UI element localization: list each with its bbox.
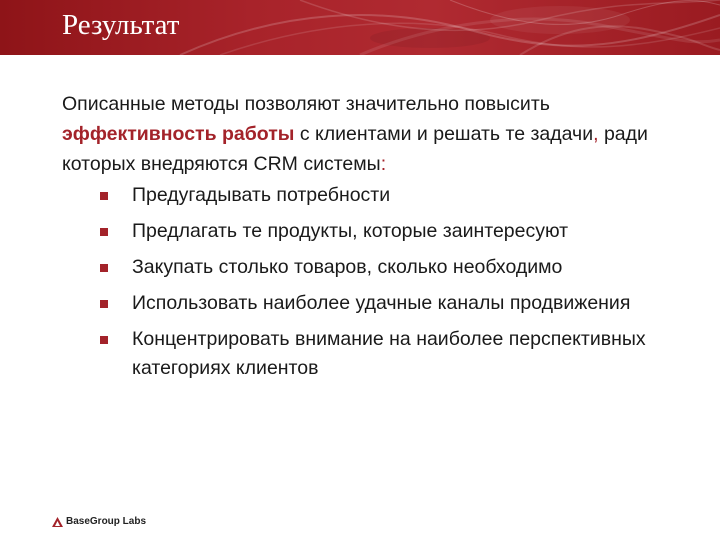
bullet-text: Закупать столько товаров, сколько необходимо [132, 256, 563, 278]
intro-colon: : [380, 153, 387, 175]
square-bullet-icon [100, 300, 108, 308]
header-banner [0, 0, 720, 55]
bullet-text: Предугадывать потребности [132, 184, 391, 206]
bullet-item [100, 289, 700, 318]
bullet-item [100, 325, 700, 383]
intro-text-part3: ради которых внедряются CRM системы [62, 123, 648, 175]
bullet-list [100, 181, 700, 390]
bullet-text: Концентрировать внимание на наиболее перспективных категориях клиентов [132, 328, 646, 379]
intro-comma: , [593, 123, 599, 145]
intro-text-part2: с клиентами и решать те задачи [294, 123, 594, 145]
bullet-text: Использовать наиболее удачные каналы продвижения [132, 292, 631, 314]
footer-logo [52, 516, 146, 527]
intro-paragraph [62, 89, 702, 179]
header-separator [0, 55, 720, 57]
bullet-item [100, 217, 700, 246]
square-bullet-icon [100, 192, 108, 200]
footer-logo-text: BaseGroup Labs [66, 516, 147, 527]
intro-highlight: эффективность работы [62, 123, 295, 145]
intro-text-part1: Описанные методы позволяют значительно повысить [62, 93, 550, 115]
square-bullet-icon [100, 264, 108, 272]
bullet-item [100, 253, 700, 282]
bullet-item [100, 181, 700, 210]
square-bullet-icon [100, 228, 108, 236]
slide-title: Результат [62, 9, 180, 41]
bullet-text: Предлагать те продукты, которые заинтересуют [132, 220, 569, 242]
basegroup-triangle-icon [52, 517, 63, 527]
square-bullet-icon [100, 336, 108, 344]
